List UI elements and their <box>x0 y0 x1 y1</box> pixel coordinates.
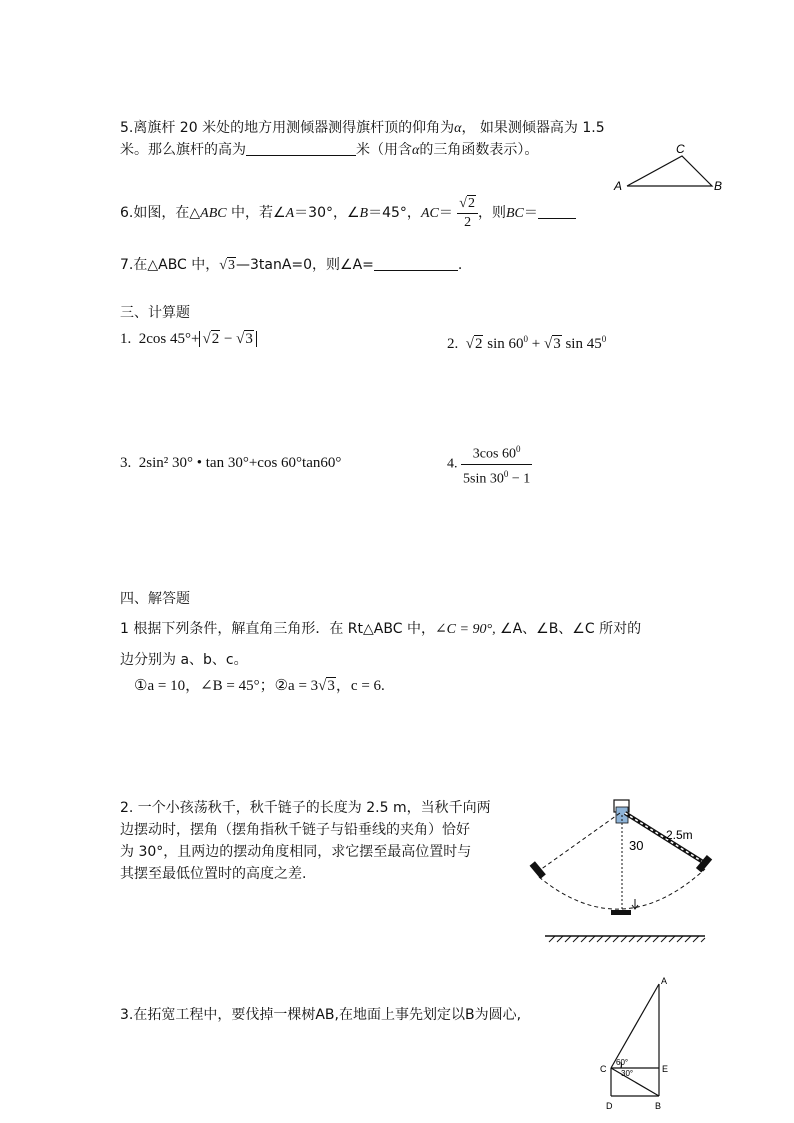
section-4-heading: 四、解答题 <box>120 591 190 607</box>
swing-diagram <box>525 795 715 955</box>
triangle-label-a: A <box>614 179 623 193</box>
question-7: 7.在△ABC 中，√3—3tanA=0，则∠A= . <box>120 257 463 273</box>
solve-q1-line-2: 边分别为 a、b、c。 <box>120 652 248 668</box>
calc-problem-4: 4. $\frac{3\cos 60^0}{5\sin 30^0 - 1}$ <box>447 440 532 488</box>
answer-blank-q6[interactable] <box>538 204 576 219</box>
tree-label-b: B <box>655 1101 662 1111</box>
solve-q2-line-2: 边摆动时，摆角（摆角指秋千链子与铅垂线的夹角）恰好 <box>120 822 470 838</box>
triangle-label-c: C <box>676 142 685 156</box>
solve-q2-line-1: 2. 一个小孩荡秋千，秋千链子的长度为 2.5 m，当秋千向两 <box>120 800 491 816</box>
answer-blank-q5[interactable] <box>246 141 356 156</box>
tree-label-e: E <box>662 1064 669 1074</box>
tree-angle-60: 60° <box>616 1058 629 1067</box>
solve-q1-line-3: ①a = 10，∠B = 45°；②a = 3√3，c = 6. <box>134 678 385 694</box>
solve-q1-line-1: 1 根据下列条件，解直角三角形．在 Rt△ABC 中，∠C = 90°, ∠A、∠B、∠C 所对的 <box>120 621 642 637</box>
question-5-line-2: 米。那么旗杆的高为 米（用含α的三角函数表示）。 <box>120 142 539 158</box>
question-5-line-1: 5.离旗杆 20 米处的地方用测倾器测得旗杆顶的仰角为α， 如果测倾器高为 1.5 <box>120 120 605 136</box>
tree-label-c: C <box>600 1064 607 1074</box>
tree-label-d: D <box>606 1101 613 1111</box>
question-6: 6.如图，在△ABC 中，若∠A＝30°，∠B＝45°，AC＝ $\frac{√2}{2}$ ，则BC＝ <box>120 193 576 234</box>
tree-label-a: A <box>661 976 668 986</box>
answer-blank-q7[interactable] <box>374 256 458 271</box>
triangle-abc-figure <box>610 140 730 195</box>
fraction-sqrt2-over-2: $\frac{√2}{2}$ <box>457 195 478 232</box>
calc-problem-4-fraction: $\frac{3\cos 60^0}{5\sin 30^0 - 1}$ <box>461 440 532 488</box>
tree-diagram <box>595 972 685 1122</box>
section-3-heading: 三、计算题 <box>120 305 190 321</box>
solve-q2-line-3: 为 30°，且两边的摆动角度相同，求它摆至最高位置时与 <box>120 844 472 860</box>
swing-angle-label: 30 <box>629 838 644 853</box>
triangle-label-b: B <box>714 179 723 193</box>
swing-length-label: 2.5m <box>666 828 693 842</box>
solve-q2-line-4: 其摆至最低位置时的高度之差. <box>120 866 307 882</box>
calc-problem-2: 2. √2 $\sin 60^0 + √3$ $\sin 45^0$ <box>447 334 607 352</box>
solve-q3-line-1: 3.在拓宽工程中，要伐掉一棵树AB,在地面上事先划定以B为圆心, <box>120 1007 522 1023</box>
calc-problem-3: 3. 2sin² 30° • tan 30°+cos 60°tan60° <box>120 455 342 471</box>
calc-problem-1: 1. 2cos 45°+ √2 − √3 <box>120 329 257 349</box>
tree-angle-30: 30° <box>621 1069 634 1078</box>
